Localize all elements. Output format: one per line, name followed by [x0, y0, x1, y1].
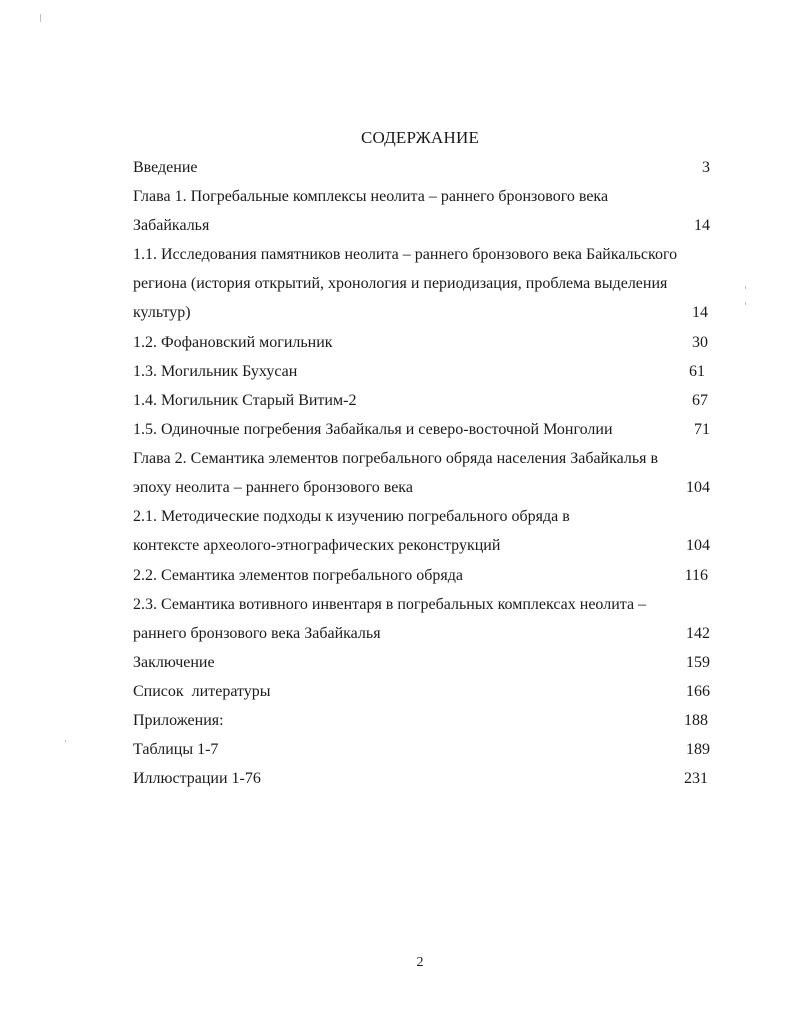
toc-entry-text: Иллюстрации 1-76	[133, 770, 261, 787]
toc-entry-page: 142	[686, 625, 710, 642]
toc-entry-text: Заключение	[133, 654, 215, 671]
scan-speck	[65, 740, 66, 742]
toc-entry-page: 116	[684, 567, 708, 584]
toc-entry-page: 14	[692, 304, 708, 321]
scan-speck	[40, 14, 41, 22]
page-number: 2	[416, 955, 424, 970]
toc-entry-text: Глава 2. Семантика элементов погребального обряда населения Забайкалья в	[133, 450, 659, 467]
toc-entry-text: эпоху неолита – раннего бронзового века	[133, 479, 413, 496]
toc-entry-page: 67	[692, 392, 708, 409]
toc-entry-text: 2.2. Семантика элементов погребального обряда	[133, 567, 463, 584]
toc-entry-page: 14	[694, 217, 710, 234]
toc-entry-page: 104	[686, 479, 710, 496]
toc-entry-text: 1.3. Могильник Бухусан	[133, 363, 298, 380]
scan-speck	[745, 286, 746, 289]
toc-entry-text: Таблицы 1-7	[133, 741, 219, 758]
toc-entry-page: 188	[684, 712, 708, 729]
toc-entry-page: 189	[686, 741, 710, 758]
toc-entry-page: 3	[702, 159, 710, 176]
toc-entry-text: 1.2. Фофановский могильник	[133, 334, 333, 351]
toc-entry-text: Приложения:	[133, 712, 224, 729]
toc-entry-text: 1.1. Исследования памятников неолита – раннего бронзового века Байкальского	[133, 246, 678, 263]
toc-entry-text: Глава 1. Погребальные комплексы неолита – раннего бронзового века	[133, 188, 609, 205]
toc-entry-text: Список литературы	[133, 683, 271, 700]
toc-entry-page: 61	[689, 363, 705, 380]
toc-entry-text: 2.3. Семантика вотивного инвентаря в погребальных комплексах неолита –	[133, 596, 647, 613]
toc-entry-text: 1.5. Одиночные погребения Забайкалья и северо-восточной Монголии	[133, 421, 613, 438]
toc-entry-text: контексте археолого-этнографических реконструкций	[133, 537, 501, 554]
toc-entry-page: 104	[686, 537, 710, 554]
toc-entry-page: 159	[686, 654, 710, 671]
toc-entry-text: региона (история открытий, хронология и периодизация, проблема выделения	[133, 275, 668, 292]
toc-entry-text: Введение	[133, 159, 198, 176]
toc-entry-page: 71	[694, 421, 710, 438]
toc-entry-text: Забайкалья	[133, 217, 210, 234]
toc-entry-text: 1.4. Могильник Старый Витим-2	[133, 392, 357, 409]
toc-entry-page: 30	[692, 334, 708, 351]
toc-entry-text: культур)	[133, 304, 191, 321]
toc-entry-text: раннего бронзового века Забайкалья	[133, 625, 381, 642]
toc-title: СОДЕРЖАНИЕ	[360, 128, 480, 147]
scan-speck	[745, 302, 746, 305]
toc-entry-text: 2.1. Методические подходы к изучению погребального обряда в	[133, 508, 570, 525]
toc-entry-page: 166	[686, 683, 710, 700]
toc-entry-page: 231	[684, 770, 708, 787]
